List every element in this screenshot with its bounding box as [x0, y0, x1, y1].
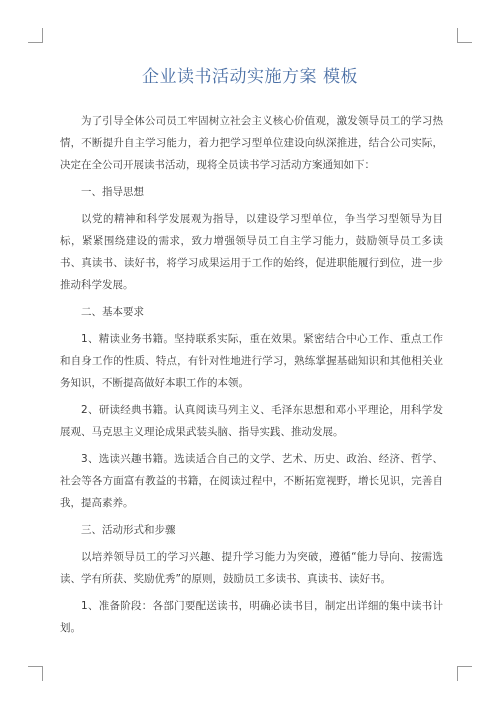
step-item-1: 1、准备阶段：各部门要配送读书，明确必读书目，制定出详细的集中读书计划。	[60, 600, 443, 634]
section-heading-guiding: 一、指导思想	[81, 186, 144, 198]
document-title: 企业读书活动实施方案 模板	[142, 67, 358, 87]
crop-mark-bottom-right	[457, 666, 472, 681]
guiding-paragraph: 以党的精神和科学发展观为指导，以建设学习型单位，争当学习型领导为目标，紧紧围绕建设的需求，致力增强领导员工自主学习能力，鼓励领导员工多读书、真读书、读好书，将学习成果运用于工作的始终，促进职能履行到位，进一步推动科学发展。	[60, 213, 443, 291]
steps-intro-paragraph: 以培养领导员工的学习兴趣、提升学习能力为突破，遵循“能力导向、按需选读、学有所获、奖励优秀”的原则，鼓励员工多读书、真读书、读好书。	[60, 551, 443, 585]
crop-mark-bottom-left	[28, 666, 43, 681]
section-heading-requirements: 二、基本要求	[81, 306, 144, 318]
crop-mark-top-right	[457, 28, 472, 43]
document-body	[60, 110, 443, 644]
requirement-item-2: 2、研读经典书籍。认真阅读马列主义、毛泽东思想和邓小平理论，用科学发展观、马克思主义理论成果武装头脑、指导实践、推动发展。	[60, 404, 443, 438]
section-heading-steps: 三、活动形式和步骤	[81, 524, 176, 536]
requirement-item-3: 3、选读兴趣书籍。选读适合自己的文学、艺术、历史、政治、经济、哲学、社会等各方面富有教益的书籍，在阅读过程中，不断拓宽视野，增长见识，完善自我，提高素养。	[60, 453, 443, 509]
crop-mark-top-left	[28, 28, 43, 43]
requirement-item-1: 1、精读业务书籍。坚持联系实际，重在效果。紧密结合中心工作、重点工作和自身工作的性质、特点，有针对性地进行学习，熟练掌握基础知识和其他相关业务知识，不断提高做好本职工作的本领。	[60, 333, 443, 389]
intro-paragraph: 为了引导全体公司员工牢固树立社会主义核心价值观，激发领导员工的学习热情，不断提升自主学习能力，着力把学习型单位建设向纵深推进，结合公司实际，决定在全公司开展读书活动，现将全员读书学习活动方案通知如下：	[60, 115, 443, 171]
